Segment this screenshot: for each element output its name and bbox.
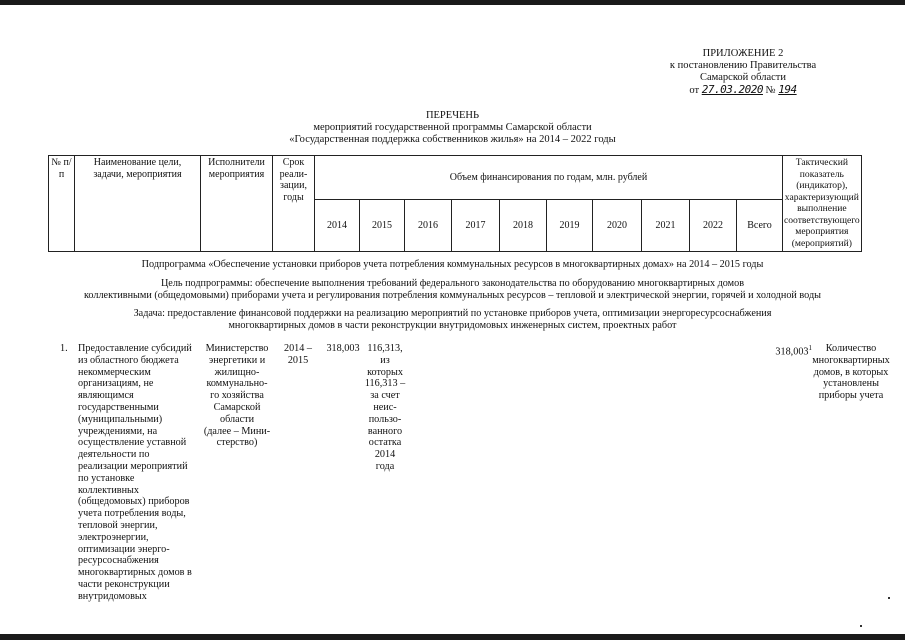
row1-name-line: осуществление уставной — [78, 437, 187, 449]
row1-2015-line: 116,313, — [367, 343, 403, 354]
row1-term-line: 2015 — [287, 354, 309, 366]
header-term: Срок реали-зации, годы — [273, 156, 315, 252]
year-2014: 2014 — [315, 200, 360, 252]
header-indicator: Тактический показатель (индикатор), характеризующий выполнение соответствующего мероприятия (мероприятий) — [783, 156, 862, 252]
year-2019: 2019 — [547, 200, 593, 252]
row1-executor — [200, 343, 274, 449]
row1-name-line: государственными — [78, 401, 159, 413]
title-heading: ПЕРЕЧЕНЬ — [425, 110, 480, 121]
row1-2015 — [360, 343, 410, 473]
row1-executor-line: энергетики и — [208, 354, 266, 366]
row1-executor-line: жилищно- — [214, 366, 260, 378]
row1-2015-line: которых — [367, 366, 403, 378]
row1-executor-line: Министерство — [205, 343, 269, 354]
row1-name-line: (муниципальными) — [78, 413, 163, 425]
year-2021: 2021 — [642, 200, 690, 252]
row1-name-line: по установке — [78, 472, 135, 484]
year-2015: 2015 — [360, 200, 405, 252]
row1-name-line: внутридомовых — [78, 590, 147, 602]
row1-term — [277, 343, 319, 367]
year-2022: 2022 — [690, 200, 737, 252]
handwritten-number: 194 — [778, 83, 797, 96]
row1-name-line: ресурсоснабжения — [78, 555, 159, 567]
row1-executor-line: (далее – Мини- — [203, 425, 271, 437]
header-funding: Объем финансирования по годам, млн. рублей — [315, 156, 783, 200]
row1-name-line: учреждениями, на — [78, 425, 158, 437]
row1-2015-line: года — [375, 460, 395, 472]
row1-2015-line: за счет — [370, 390, 400, 402]
row1-2015-line: 116,313 – — [364, 378, 406, 390]
row1-name-line: деятельности по — [78, 449, 150, 461]
year-total: Всего — [737, 200, 783, 252]
row1-name-line: некоммерческим — [78, 366, 151, 378]
row1-executor-line: Самарской — [213, 401, 261, 413]
scan-bottom-edge — [0, 634, 905, 640]
appendix-title: ПРИЛОЖЕНИЕ 2 — [702, 48, 784, 59]
row1-name — [78, 343, 203, 603]
row1-name-line: электроэнергии, — [78, 531, 149, 543]
appendix-header — [643, 48, 843, 97]
row1-executor-line: го хозяйства — [210, 390, 264, 402]
row1-indicator-line: приборы учета — [818, 390, 884, 402]
header-table — [48, 155, 862, 252]
year-2016: 2016 — [405, 200, 452, 252]
year-2017: 2017 — [452, 200, 500, 252]
row1-name-line: Предоставление субсидий — [78, 343, 192, 354]
year-2020: 2020 — [593, 200, 642, 252]
row1-executor-line: коммунально- — [206, 378, 268, 390]
row1-name-line: из областного бюджета — [78, 354, 179, 366]
row1-2015-line: неис- — [373, 401, 397, 413]
header-name: Наименование цели, задачи, мероприятия — [75, 156, 201, 252]
handwritten-date: 27.03.2020 — [701, 83, 763, 96]
row1-2015-line: остатка — [368, 437, 402, 449]
row1-indicator-line: многоквартирных — [812, 354, 890, 366]
row1-name-line: являющимся — [78, 390, 134, 402]
row1-name-line: оптимизации энерго- — [78, 543, 170, 555]
row1-indicator — [808, 343, 894, 402]
appendix-ref: к постановлению Правительства — [669, 60, 817, 71]
appendix-date-line: от 27.03.2020 № 194 — [689, 83, 797, 96]
subprogram-heading: Подпрограмма «Обеспечение установки приборов учета потребления коммунальных ресурсов в многоквартирных домах» на 2014 – 2015 годы — [141, 259, 764, 270]
row1-num: 1. — [60, 343, 68, 354]
title-subheading: мероприятий государственной программы Самарской области — [313, 122, 592, 133]
row1-name-line: многоквартирных домов в — [78, 567, 192, 579]
scan-speck — [888, 597, 890, 599]
row1-2015-line: пользо- — [368, 413, 402, 425]
scan-speck — [860, 625, 862, 627]
row1-total: 318,003$^1$ — [775, 344, 812, 358]
row1-name-line: (общедомовых) приборов — [78, 496, 190, 508]
row1-name-line: организациям, не — [78, 378, 154, 390]
goal-line-1: Цель подпрограммы: обеспечение выполнения требований федерального законодательства по оборудованию многоквартирных домов — [160, 278, 745, 289]
row1-executor-line: области — [219, 413, 255, 425]
year-2018: 2018 — [500, 200, 547, 252]
row1-executor-line: стерство) — [216, 437, 258, 449]
document-title — [0, 110, 905, 146]
row1-name-line: тепловой энергии, — [78, 519, 158, 531]
row1-2015-line: из — [380, 354, 390, 366]
appendix-region: Самарской области — [700, 72, 786, 83]
row1-term-line: 2014 – — [283, 343, 312, 354]
row1-name-line: коллективных — [78, 484, 139, 496]
title-program: «Государственная поддержка собственников жилья» на 2014 – 2022 годы — [289, 134, 616, 145]
header-executors: Исполнители мероприятия — [201, 156, 273, 252]
row1-indicator-line: установлены — [823, 378, 879, 390]
row1-2014: 318,003 — [326, 343, 360, 354]
task-line-2: многоквартирных домов в части реконструкции внутридомовых инженерных систем, проектных работ — [228, 320, 677, 331]
task-line-1: Задача: предоставление финансовой поддержки на реализацию мероприятий по установке приборов учета, оптимизации энергоресурсоснабжения — [133, 308, 772, 319]
row1-name-line: учета потребления воды, — [78, 508, 186, 520]
goal-line-2: коллективными (общедомовыми) приборами учета и регулирования потребления коммунальных ресурсов – тепловой и электрической энергии, горячей и холодной воды — [84, 290, 821, 301]
row1-2015-line: 2014 — [374, 449, 396, 461]
row1-indicator-line: домов, в которых — [813, 366, 889, 378]
row1-name-line: реализации мероприятий — [78, 460, 188, 472]
row1-2015-line: ванного — [367, 425, 403, 437]
row1-name-line: части реконструкции — [78, 578, 170, 590]
header-num: № п/п — [49, 156, 75, 252]
row1-indicator-line: Количество — [825, 343, 877, 354]
scan-top-edge — [0, 0, 905, 5]
